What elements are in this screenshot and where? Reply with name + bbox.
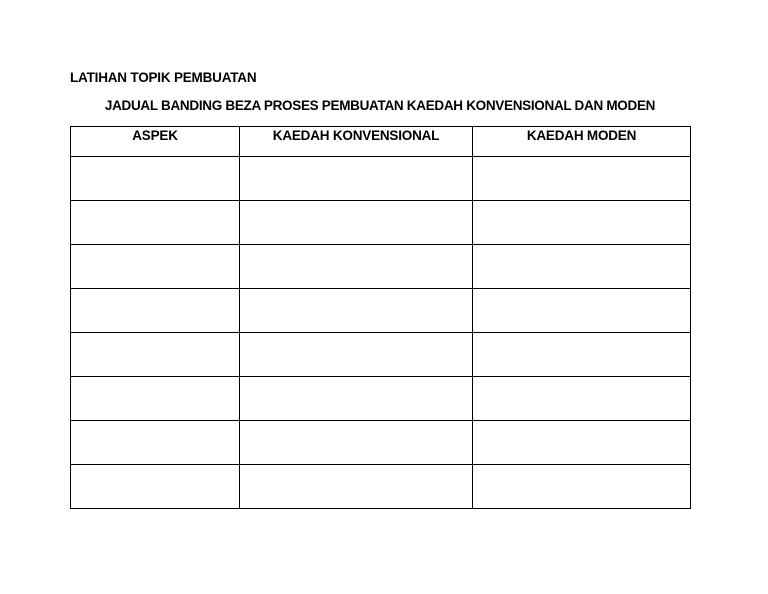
table-cell bbox=[240, 465, 473, 509]
table-cell bbox=[240, 333, 473, 377]
table-row bbox=[71, 157, 691, 201]
table-header-row bbox=[71, 127, 691, 157]
table-cell bbox=[473, 421, 691, 465]
table-row bbox=[71, 377, 691, 421]
table-cell bbox=[71, 465, 240, 509]
document-heading: LATIHAN TOPIK PEMBUATAN bbox=[70, 70, 257, 85]
table-cell bbox=[240, 157, 473, 201]
comparison-table bbox=[70, 126, 691, 509]
header-aspek: ASPEK bbox=[71, 127, 240, 157]
table-cell bbox=[240, 201, 473, 245]
header-kaedah-moden: KAEDAH MODEN bbox=[473, 127, 691, 157]
table-cell bbox=[240, 421, 473, 465]
table-cell bbox=[473, 465, 691, 509]
table-cell bbox=[473, 245, 691, 289]
table-cell bbox=[473, 377, 691, 421]
table-row bbox=[71, 333, 691, 377]
table-cell bbox=[71, 201, 240, 245]
table-cell bbox=[71, 289, 240, 333]
table-cell bbox=[240, 377, 473, 421]
table-cell bbox=[473, 333, 691, 377]
table-cell bbox=[473, 201, 691, 245]
table-cell bbox=[71, 157, 240, 201]
table-row bbox=[71, 421, 691, 465]
table-cell bbox=[71, 377, 240, 421]
table-cell bbox=[71, 421, 240, 465]
table-row bbox=[71, 245, 691, 289]
table-cell bbox=[240, 289, 473, 333]
header-kaedah-konvensional: KAEDAH KONVENSIONAL bbox=[240, 127, 473, 157]
table-cell bbox=[71, 245, 240, 289]
table-cell bbox=[473, 157, 691, 201]
table-body bbox=[71, 157, 691, 509]
table-row bbox=[71, 201, 691, 245]
table-row bbox=[71, 289, 691, 333]
table-cell bbox=[71, 333, 240, 377]
table-cell bbox=[240, 245, 473, 289]
table-title: JADUAL BANDING BEZA PROSES PEMBUATAN KAEDAH KONVENSIONAL DAN MODEN bbox=[104, 98, 656, 113]
table-row bbox=[71, 465, 691, 509]
table-cell bbox=[473, 289, 691, 333]
